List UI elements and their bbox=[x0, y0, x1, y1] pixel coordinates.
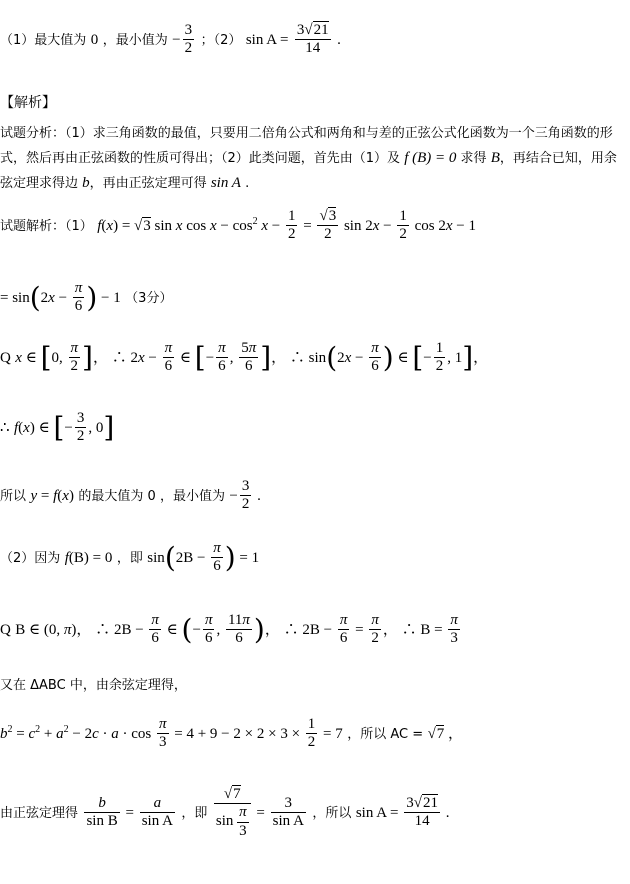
answer-sinA-fraction: $\frac{3√21}{14}$ bbox=[296, 22, 329, 57]
answer-p2-label: ；（2） bbox=[200, 32, 242, 48]
answer-min-fraction: $\frac{3}{2}$ bbox=[184, 22, 193, 57]
sine-law-line: 由正弦定理得 $\frac{b}{\text{sin B}}$ = $\frac{a}{\text{sin A}}$ ，即 √7 sin $\frac{\pi}{3}$ = $\frac{3}{\text{sin A}}$ ，所以 sin A = $\frac{3√21}{14}$ . bbox=[0, 786, 450, 839]
solution-label: 试题解析：（1） bbox=[0, 218, 93, 234]
part2-line-1: （2）因为 f(B) = 0 ，即 sin(2B − $\frac{\pi}{6}$ ) = 1 bbox=[0, 540, 260, 575]
conclusion-line: 所以 y = f(x) 的最大值为 0 ，最小值为 − $\frac{3}{2}$ . bbox=[0, 478, 261, 513]
answer-p1-mid: ，最小值为 bbox=[102, 32, 168, 48]
solution-line-4: ∴ f(x) ∈ [− $\frac{3}{2}$ , 0] bbox=[0, 410, 115, 445]
score-note: （3分） bbox=[125, 290, 173, 306]
solution-line-3: Q x ∈ [0, $\frac{\pi}{2}$ ]， ∴ 2x − $\frac{\pi}{6}$ ∈ [− $\frac{\pi}{6}$ , $\frac{5\pi}{6}$ ]， ∴ sin(2x − $\frac{\pi}{6}$ ) ∈ [− $\frac{1}{2}$ , 1]， bbox=[0, 340, 489, 375]
jiexi-heading: 【解析】 bbox=[0, 95, 56, 111]
part2-line-2: Q B ∈ (0, π)， ∴ 2B − $\frac{\pi}{6}$ ∈ (− $\frac{\pi}{6}$ , $\frac{11\pi}{6}$ )， ∴ 2B − $\frac{\pi}{6}$ = $\frac{\pi}{2}$ ， ∴ B = $\frac{\pi}{3}$ bbox=[0, 612, 458, 647]
answer-p1-label: （1）最大值为 bbox=[0, 32, 87, 48]
answer-max: 0 bbox=[90, 31, 99, 48]
answer-line: （1）最大值为 0 ，最小值为 − $\frac{3}{2}$ ；（2） sin A = $\frac{3√21}{14}$ . bbox=[0, 22, 341, 57]
answer-sinA: sin A = bbox=[245, 31, 289, 48]
solution-line-2: = sin(2x − $\frac{\pi}{6}$ ) − 1 （3分） bbox=[0, 280, 173, 315]
solution-line-1: 试题解析：（1） f(x) = √3 sin x $\cos x - \cos^2 x$ − $\frac{1}{2}$ = $\frac{√3}{2}$ sin 2x − $\frac{1}{2}$ cos 2x − 1 bbox=[0, 208, 476, 243]
analysis-paragraph: 试题分析：（1）求三角函数的最值，只要用二倍角公式和两角和与差的正弦公式化函数为一个三角函数的形式，然后再由正弦函数的性质可得出；（2）此类问题，首先由（1）及 f (B) = 0 求得 B，再结合已知，用余弦定理求得边 b，再由正弦定理可得 sin A . bbox=[0, 126, 617, 191]
triangle-line: 又在 ΔABC 中，由余弦定理得， bbox=[0, 678, 187, 693]
cosine-law-line: $b^2 = c^2 + a^2 - 2c \cdot a \cdot \cos$ $\frac{\pi}{3}$ = 4 + 9 − 2 × 2 × 3 × $\frac{1}{2}$ = 7 ，所以 AC = √7 ， bbox=[0, 716, 464, 751]
